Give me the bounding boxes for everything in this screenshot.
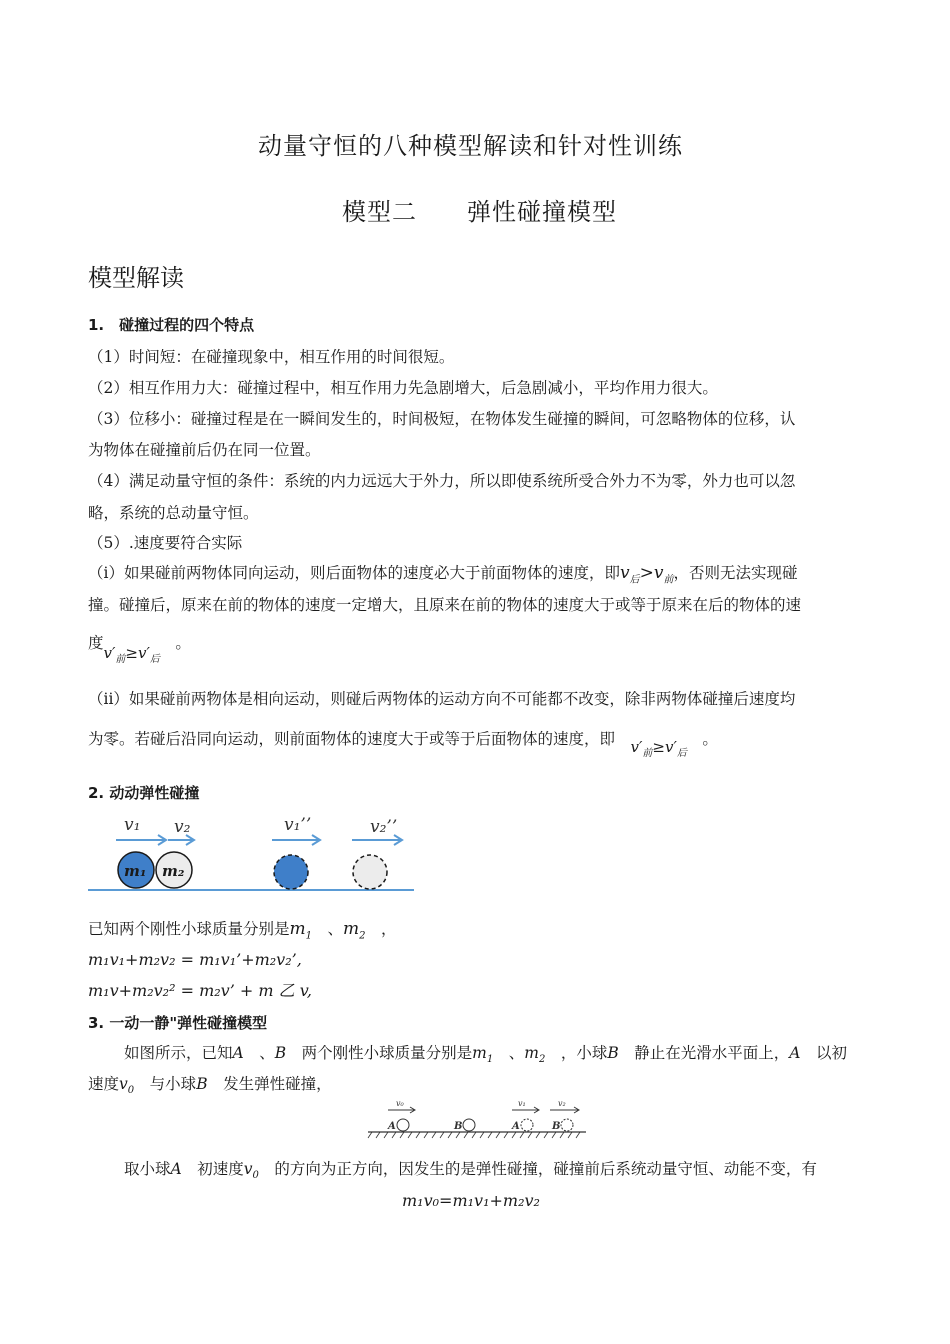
p8a-text: 如图所示，已知 <box>124 1044 233 1062</box>
paragraph-3b: 为物体在碰撞前后仍在同一位置。 <box>88 441 321 459</box>
paragraph-known: 已知两个刚性小球质量分别是$m_1$ 、$m_2$ ， <box>88 919 397 942</box>
heading-3: 3. 一动一静"弹性碰撞模型 <box>88 1014 268 1032</box>
paragraph-8a: 如图所示，已知A 、B 两个刚性小球质量分别是$m_1$ 、$m_2$ ，小球B 静止在光滑水平面上，A 以初 <box>124 1044 848 1066</box>
ball-m2-after <box>353 855 387 889</box>
paragraph-6a <box>88 562 797 591</box>
p9-mid: 初速度 <box>197 1160 244 1178</box>
equation-1: m₁v₁+m₂v₂ = m₁v₁’+m₂v₂’, <box>88 950 302 969</box>
var-A: A <box>232 1044 244 1062</box>
paragraph-5: （5）.速度要符合实际 <box>88 534 243 552</box>
mass-m2-b: $m_2$ <box>524 1044 546 1066</box>
p8b-mid: 与小球 <box>149 1075 197 1093</box>
p8a-mid: 两个刚性小球质量分别是 <box>301 1044 473 1062</box>
label-B: B <box>454 1121 463 1132</box>
var-A-3: A <box>170 1160 182 1178</box>
label-v2p: v₂’’ <box>370 817 398 837</box>
label-m1: m₁ <box>124 862 147 880</box>
ball-m1-after <box>274 855 308 889</box>
label-A: A <box>388 1121 396 1132</box>
equation-3: m₁v₀=m₁v₁+m₂v₂ <box>402 1191 540 1210</box>
var-B-3: B <box>196 1075 208 1093</box>
paragraph-9 <box>124 1158 817 1187</box>
p8a-end3: 以初 <box>816 1044 848 1062</box>
label-v0: v₀ <box>396 1099 404 1108</box>
floor-hatching <box>368 1132 580 1138</box>
label-m2: m₂ <box>162 862 185 880</box>
doc-title: 动量守恒的八种模型解读和针对性训练 <box>258 132 683 160</box>
ball-A <box>397 1119 409 1131</box>
equation-2: m₁v+m₂v₂² = m₂v’ + m 乙 v, <box>88 981 312 1000</box>
var-v0-2: $v_0$ <box>243 1160 259 1182</box>
inequality-1: $v_后>v_前$ <box>619 563 674 586</box>
paragraph-6a-end: ，否则无法实现碰 <box>673 564 798 582</box>
mass-m1-b: $m_1$ <box>472 1044 494 1066</box>
paragraph-6a-text: （i）如果碰前两物体同向运动，则后面物体的速度必大于前面物体的速度，即 <box>88 564 620 582</box>
paragraph-7b-end: 。 <box>702 730 718 748</box>
inequality-3: $v'_前\ge v'_后$ <box>630 738 687 759</box>
ball-A-after <box>521 1119 533 1131</box>
p8a-end: ，小球 <box>560 1044 608 1062</box>
label-v2: v₂ <box>174 817 191 837</box>
paragraph-4a: （4）满足动量守恒的条件：系统的内力远远大于外力，所以即使系统所受合外力不为零，外力也可以忽 <box>88 472 796 490</box>
p9-text: 取小球 <box>124 1160 171 1178</box>
p8b-end: 发生弹性碰撞， <box>223 1075 332 1093</box>
paragraph-7b <box>88 728 718 757</box>
label-A-after: A <box>512 1121 520 1132</box>
paragraph-6c-text: 度 <box>88 634 104 652</box>
paragraph-1: （1）时间短：在碰撞现象中，相互作用的时间很短。 <box>88 348 455 366</box>
paragraph-3a: （3）位移小：碰撞过程是在一瞬间发生的，时间极短，在物体发生碰撞的瞬间，可忽略物体的位移，认 <box>88 410 796 428</box>
paragraph-6c <box>88 632 191 665</box>
mass-m2: $m_2$ <box>343 919 366 942</box>
var-v0: $v_0$ <box>119 1075 135 1097</box>
paragraph-6c-end: 。 <box>175 634 191 652</box>
paragraph-6b: 撞。碰撞后，原来在前的物体的速度一定增大，且原来在前的物体的速度大于或等于原来在后的物体的速 <box>88 596 802 614</box>
label-v2: v₂ <box>558 1099 566 1108</box>
label-v1p: v₁’’ <box>284 815 312 835</box>
var-A-2: A <box>789 1044 801 1062</box>
mass-m1: $m_1$ <box>289 919 313 942</box>
collision-figure-2 <box>366 1096 588 1142</box>
label-v1: v₁ <box>518 1099 526 1108</box>
heading-1: 1. 碰撞过程的四个特点 <box>88 316 255 334</box>
section-heading: 模型解读 <box>88 264 184 292</box>
p8b-text: 速度 <box>88 1075 120 1093</box>
paragraph-7b-text: 为零。若碰后沿同向运动，则前面物体的速度大于或等于后面物体的速度，即 <box>88 730 616 748</box>
inequality-2: $v'_前\ge v'_后$ <box>103 644 160 665</box>
ball-B-after <box>561 1119 573 1131</box>
var-B: B <box>274 1044 287 1062</box>
collision-figure-1 <box>86 810 416 896</box>
var-B-2: B <box>607 1044 619 1062</box>
paragraph-8b <box>88 1073 332 1102</box>
label-B-after: B <box>552 1121 561 1132</box>
label-v1: v₁ <box>124 815 141 835</box>
paragraph-known-text: 已知两个刚性小球质量分别是 <box>88 920 290 938</box>
doc-subtitle: 模型二 弹性碰撞模型 <box>342 198 617 226</box>
p9-end: 的方向为正方向，因发生的是弹性碰撞，碰撞前后系统动量守恒、动能不变，有 <box>274 1160 817 1178</box>
heading-2: 2. 动动弹性碰撞 <box>88 784 200 802</box>
paragraph-7a: （ii）如果碰前两物体是相向运动，则碰后两物体的运动方向不可能都不改变，除非两物体碰撞后速度均 <box>88 690 796 708</box>
paragraph-2: （2）相互作用力大：碰撞过程中，相互作用力先急剧增大，后急剧减小，平均作用力很大。 <box>88 379 718 397</box>
paragraph-4b: 略，系统的总动量守恒。 <box>88 504 259 522</box>
p8a-end2: 静止在光滑水平面上， <box>634 1044 790 1062</box>
ball-B <box>463 1119 475 1131</box>
